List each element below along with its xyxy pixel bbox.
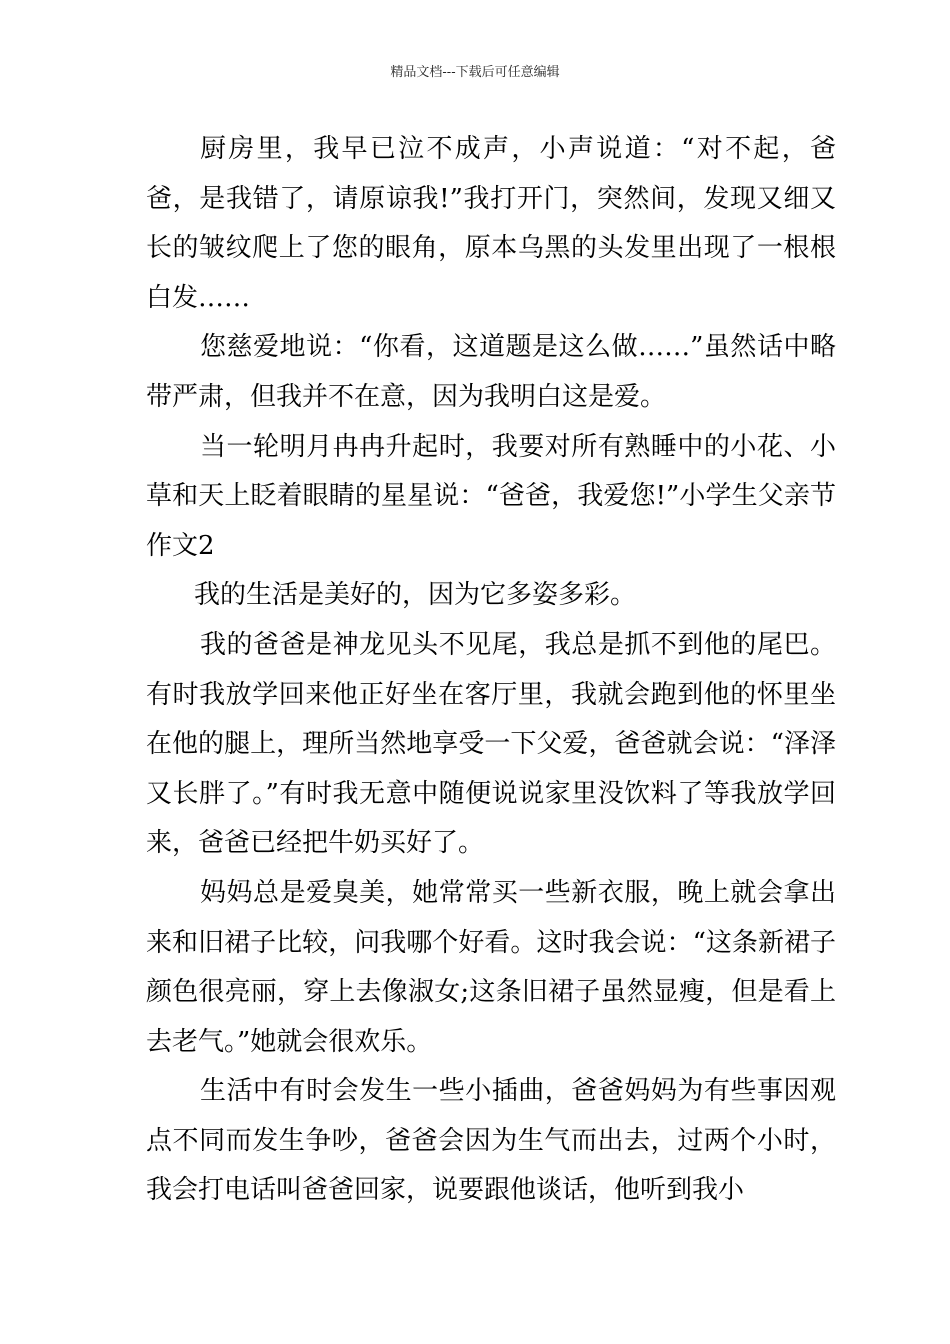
paragraph-5: 我的爸爸是神龙见头不见尾，我总是抓不到他的尾巴。有时我放学回来他正好坐在客厅里，我就会跑到他的怀里坐在他的腿上，理所当然地享受一下父爱，爸爸就会说：“泽泽又长胖了。”有时我无意中随便说说家里没饮料了等我放学回来，爸爸已经把牛奶买好了。 — [146, 629, 836, 859]
paragraph-6: 妈妈总是爱臭美，她常常买一些新衣服，晚上就会拿出来和旧裙子比较，问我哪个好看。这时我会说：“这条新裙子颜色很亮丽，穿上去像淑女;这条旧裙子虽然显瘦，但是看上去老气。”她就会很欢乐。 — [146, 877, 836, 1057]
document-body — [146, 125, 836, 1216]
paragraph-2: 您慈爱地说：“你看，这道题是这么做……”虽然话中略带严肃，但我并不在意，因为我明白这是爱。 — [146, 332, 836, 412]
paragraph-4: 我的生活是美好的，因为它多姿多彩。 — [194, 580, 637, 611]
page-header: 精品文档---下载后可任意编辑 — [390, 65, 560, 80]
paragraph-1: 厨房里，我早已泣不成声，小声说道：“对不起，爸爸，是我错了，请原谅我!”我打开门，突然间，发现又细又长的皱纹爬上了您的眼角，原本乌黑的头发里出现了一根根白发…… — [146, 134, 836, 313]
paragraph-3: 当一轮明月冉冉升起时，我要对所有熟睡中的小花、小草和天上眨着眼睛的星星说：“爸爸，我爱您!”小学生父亲节作文2 — [146, 431, 836, 561]
paragraph-7: 生活中有时会发生一些小插曲，爸爸妈妈为有些事因观点不同而发生争吵，爸爸会因为生气而出去，过两个小时，我会打电话叫爸爸回家，说要跟他谈话，他听到我小 — [146, 1076, 836, 1206]
